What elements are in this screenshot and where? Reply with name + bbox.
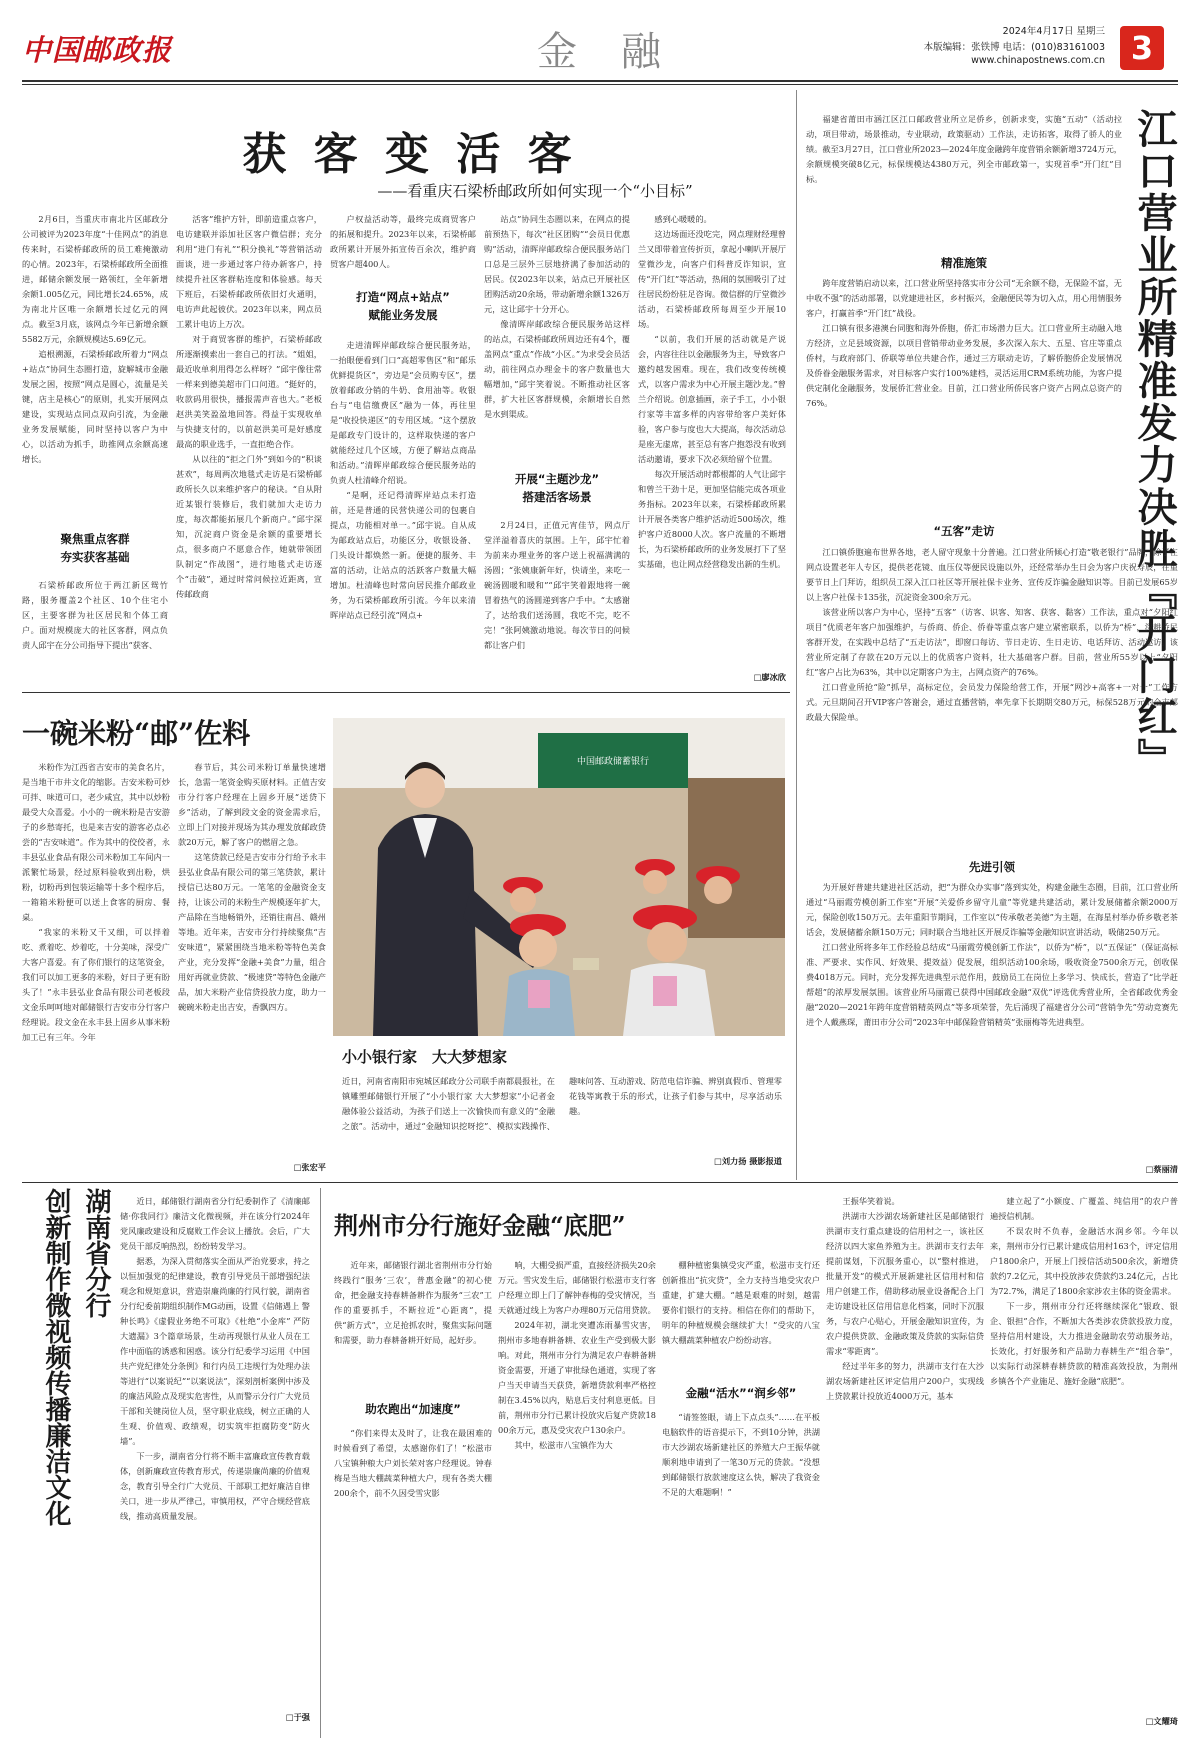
paragraph: 米粉作为江西省吉安市的美食名片，是当地干市井文化的缩影。吉安米粉可炒可拌、味道可口，老少咸宜，其中以炒粉最受大众喜爱。小小的一碗米粉是吉安游子的乡愁寄托，也是来吉安的游客必点必尝的“吉安味道”。作为其中的佼佼者，永丰县弘业食品有限公司米粉加工车间内一派繁忙场景，经过原料验收到出粉，烘粉，切粉再到包装运输等十多个程序后，一箱箱米粉便可以送上食客的厨房、餐桌。: [22, 762, 170, 922]
divider: [22, 692, 790, 693]
masthead-rule: [22, 80, 1178, 82]
paragraph: 从以往的“拒之门外”到如今的“积谈甚欢”，每周两次地毯式走访是石梁桥邮政所长久以来维护客户的秘诀。“自从附近某银行装修后，我们就加大走访力度，每次都能拓展几个新商户。”邱宇深知，沉淀商户资金是余额的重要增长点，很多商户不愿意合作，她就带领团队制定“作战图”，进行地毯式走访逐个“击破”，通过时常问候拉近距离，宣传邮政商: [176, 454, 322, 599]
paragraph: 江口镇侨胞遍布世界各地，老人留守现象十分普遍。江口营业所倾心打造“敬老银行”品牌，除了在网点设置老年人专区，提供老花镜、血压仪等便民设施以外，还经常举办生日会为客户庆祝寿辰，在重要节日上门拜访，组织员工深入江口社区等开展社保卡业务、宣传反诈骗金融知识等。目前已发展65岁以上客户社保卡135张，沉淀资金300余万元。: [806, 547, 1178, 602]
paragraph: 活客”维护方针，即前造重点客户，电访建联并添加社区客户微信群；充分利用“进门有礼”“积分换礼”等营销活动面谈，进一步通过客户待办新客户，持续提升社区客群粘连度和体验感。每天下班后，石梁桥邮政所依旧灯火通明，电访声此起彼伏。2023年以来，网点员工累计电访上万次。: [176, 214, 322, 329]
a1-col4: [484, 212, 630, 464]
page-number-badge: [1120, 26, 1164, 70]
a1-col1b: [22, 578, 168, 685]
paragraph: 福建省莆田市涵江区江口邮政营业所立足侨乡，创新求变，实施“五动”（活动拉动，项目带动，场景推动，专业联动，政策驱动）工作法，走访拓客，取得了骄人的业绩。截至3月27日，江口营业所2023—2024年度金融跨年度营销余额新增3724万元，余额规模突破8亿元，标保规模达4380万元，列全市邮政第一，实现首季“开门红”目标。: [806, 114, 1122, 184]
a1-title: 获 客 变 活 客: [242, 129, 578, 180]
page-number: 3: [1130, 29, 1154, 67]
a2-subhead-1: 精准施策: [941, 256, 987, 270]
a5-col5: [990, 1194, 1178, 1714]
a5-col2: [498, 1258, 656, 1734]
a2-section-1: [806, 276, 1122, 516]
paragraph: 下一步，荆州市分行还将继续深化“银政、银企、银担”合作，不断加大各类涉农贷款投放力度，坚持信用村建设，大力推进金融助农劳动服务站，长效化，打好服务和产品助力春耕生产“组合拳”，以实际行动深耕春耕贷款的精准高效投放，为荆州乡镇各个产业施足、施好金融“底肥”。: [990, 1301, 1178, 1386]
a5-subhead-1: 助农跑出“加速度”: [365, 1402, 461, 1416]
photo-caption: [342, 1074, 782, 1152]
paragraph: 为开展好普建共建进社区活动，把“为群众办实事”落到实处，构建金融生态圈，目前，江口营业所通过“马丽霞劳模创新工作室”开展“关爱侨乡留守儿童”等党建共建活动，累计发展储蓄余额2000万元，保险创收150万元。去年重阳节期间，工作室以“传承敬老美德”为主题，在海星村举办侨乡敬老茶话会，发展储蓄余额150万元；同时联合当地社区开展反诈骗等金融知识宣讲活动，吸储250万元。: [806, 882, 1178, 937]
paragraph: 江口营业所抢“险”抓早，高标定位，会员发力保险给营工作，开展“网沙+高客+一对一”工作方式。元旦期间召开VIP客户答谢会，通过直播营销，率先拿下长期期交80万元，标保528万元的全市邮政最大保险单。: [806, 682, 1178, 722]
paragraph: “你们来得太及时了，让我在最困难的时候看到了希望，太感谢你们了！”松滋市八宝镇种粮大户刘长荣对客户经理说。钟春梅是当地大棚蔬菜种植大户，现有各类大棚200余个，前不久因受雪灾影: [334, 1428, 492, 1498]
divider: [22, 1182, 1178, 1183]
a2-subhead-3: 先进引领: [969, 860, 1015, 874]
masthead-site: www.chinapostnews.com.cn: [971, 55, 1105, 66]
a5-col1b: [334, 1426, 492, 1732]
paragraph: 这笔贷款已经是吉安市分行给予永丰县弘业食品有限公司的第三笔贷款，累计授信已达80万元。一笔笔的金融资金支持，让该公司的米粉生产规模逐年扩大，产品除在当地畅销外，还销往南昌、赣州等地。近年来，吉安市分行持续聚焦“吉安味道”，紧紧围绕当地米粉等特色美食产业，充分发挥“金融+美食”力量，组合用好再就业贷款、“极速贷”等特色金融产品，加大米粉产业信贷投放力度，助力一碗碗米粉走出吉安，香飘四方。: [178, 852, 326, 1012]
a3-title: 一碗米粉“邮”佐料: [22, 717, 251, 750]
a1-col4b: [484, 518, 630, 685]
divider: [320, 1188, 321, 1738]
paragraph: 近日，邮储银行湖南省分行纪委制作了《清廉邮储·你我同行》廉洁文化微视频，并在该分行2024年党风廉政建设和反腐败工作会议上播放。会后，广大党员干部反响热烈，纷纷转发学习。: [120, 1196, 310, 1251]
a5-byline: □文耀琦: [1145, 1716, 1178, 1726]
masthead-date: 2024年4月17日 星期三: [1002, 26, 1105, 37]
paragraph: “我家的米粉又干又细，可以拌着吃、煮着吃、炒着吃，十分美味，深受广大客户喜爱。有了你们银行的这笔资金，我们可以加工更多的米粉，好日子更有盼头了！”永丰县弘业食品有限公司老板段文金乐呵呵地对邮储银行吉安市分行客户经理说。段文金在永丰县上固乡从事米粉加工已有三年。今年: [22, 927, 170, 1042]
a5-col1: [334, 1258, 492, 1398]
section-title: 金 融: [537, 29, 663, 75]
paragraph: 追根溯源，石梁桥邮政所着力“网点+站点”协同生态圈打造，旋解城市金融发展之困，按照“网点是圆心，流量是关键，店主是核心”的原则，扎实开展网点建设，实现站点同点双向引流，为金融业务发展赋能，同时坚持以客户为中心，以活动为抓手，助推网点余额高速增长。: [22, 349, 168, 464]
a2-intro: [806, 112, 1122, 248]
paragraph: 据悉，为深入贯彻落实全面从严治党要求，持之以恒加强党的纪律建设，教育引导党员干部增强纪法观念和规矩意识，营造崇廉尚廉的行风行貌，湖南省分行纪委前期组织制作MG动画，设置《信储遇上 警种长鸣》《虚假业务绝不可取》《杜绝“小金库” 严防大遗漏》3个篇章场景，生动再现银行从业人员在工作中面临的诱惑和困惑。该分行纪委学习运用《中国共产党纪律处分条例》和行内员工违规行为处理办法等进行“以案说纪”“以案说法”，深刻剖析案例中涉及的廉洁风险点及现实危害性，从而警示分行广大党员干部和关键岗位人员，坚守职业底线，树立正确的人生观、价值观、政绩观，切实筑牢拒腐防变“防火墙”。: [120, 1256, 310, 1446]
paragraph: 该营业所以客户为中心，坚持“五客”（访客、识客、知客、获客、黏客）工作法，重点对“夕阳红项目”优质老年客户加强维护，与侨商、侨企、侨眷等重点客户建立紧密联系，以侨为“桥”，深耕侨民客群开发，在实践中总结了“五走访法”，即窗口每访、节日走访、生日走访、电话拜访、活动邀访。该营业所定制了存款在20万元以上的优质客户资料，壮大基础客户群。目前，营业所55岁以上“夕阳红”客户占比为63%，其中以定期客户为主，占网点资产的76%。: [806, 607, 1178, 677]
paragraph: “是啊，还记得清晖岸站点未打造前，还是普通的民营快递公司的包裹自提点，功能相对单一。”邱宇说。自从成为邮政站点后，功能区分，收银设备、门头设计都焕然一新。便捷的服务、丰富的活动，让站点的活跃客户数量大幅增加。杜清峰也时常向居民推介邮政业务，为石梁桥邮政所引流。今年以来清晖岸站点已经引流“网点+: [330, 490, 476, 620]
a4-title: 湖南省分行 创新制作微视频传播廉洁文化: [41, 1188, 111, 1526]
a1-col3: [330, 212, 476, 269]
paragraph: 江口营业所将多年工作经验总结成“马丽霞劳模创新工作法”，以侨为“桥”，以“五保证”（保证高标准、严要求、实作风、好效果、提效益）促发展，组织活动100余场，吸收资金7500余万元，创收保费4018万元。同时，充分发挥先进典型示范作用，鼓励员工在岗位上多学习、快成长，营造了“比学赶帮超”的浓厚发展氛围。该营业所马丽霞已获得中国邮政金融“双优”评选优秀营业所，全省邮政优秀金融“2020—2021年跨年度营销精英网点”等多项荣誉，先后涌现了福建省分公司“营销争先”劳动竞赛先进个人戴燕琛，莆田市分公司“2023年中邮保险营销精英”张丽梅等先进典型。: [806, 942, 1178, 1027]
a2-title: 江口营业所精准发力决胜『开门红』: [1131, 108, 1178, 780]
paragraph: 下一步，湖南省分行将不断丰富廉政宣传教育载体，创新廉政宣传教育形式，传递崇廉尚廉的价值观念，教育引导全行广大党员、干部职工把好廉洁自律关口，进一步从严律己，审慎用权，严守合规经营底线，推动高质量发展。: [120, 1451, 310, 1521]
paragraph: 洪湖市大沙湖农场新建社区是邮储银行洪湖市支行重点建设的信用村之一，该社区经济以四大家鱼养殖为主。洪湖市支行去年提前谋划，下沉服务重心，以“整村推进，批量开发”的模式开展新建社区信用村和信用户创建工作，借助移动展业设备配合上门走访建设社区信用信息化档案，同时下沉服务，与农户心贴心，开展金融知识宣传，为农户提供贷款、金融政策及贷款的实际信贷需求“零距离”。: [826, 1211, 984, 1356]
a3-col2: [178, 760, 326, 1158]
a1-col5: [638, 212, 786, 672]
paragraph: 近年来，邮储银行湖北省荆州市分行始终践行“服务‘三农’，普惠金融”的初心使命，把金融支持春耕备耕作为服务“三农”工作的重要抓手，不断拉近“心距离”，提供“新方式”，立足抢抓农时，聚焦实际问题和需要，助力春耕备耕开好局，起好步。: [334, 1260, 492, 1345]
a2-byline: □蔡丽清: [1145, 1164, 1178, 1174]
photo-banner: 中国邮政储蓄银行: [576, 757, 650, 767]
masthead-editor: 本版编辑：张铁博 电话：(010)83161003: [923, 42, 1105, 53]
a2-section-2: [806, 545, 1178, 855]
masthead-logo: 中国邮政报: [22, 33, 173, 67]
paragraph: 2024年初，湖北突遭冻雨暴雪灾害，荆州市多地春耕备耕、农业生产受到极大影响。对此，荆州市分行为满足农户春耕备耕资金需要，开通了审批绿色通道，实现了客户当天申请当天获贷，新增贷款利率严格控制在3.45%以内，贴息后支付利息更低。目前，荆州市分行已累计投放灾后复产贷款1800余万元，惠及受灾农户130余户。: [498, 1320, 656, 1435]
paragraph: 感到心暖暖的。: [654, 214, 712, 224]
paragraph: 不误农时不负春，金融活水润乡邻。今年以来，荆州市分行已累计建成信用村163个，评定信用户1800余户，开展上门授信活动500余次，新增贷款约7.2亿元，其中投放涉农贷款约3.24亿元，占比为72.7%，满足了1800余家涉农主体的资金需求。: [990, 1226, 1178, 1296]
paragraph: 每次开展活动时都根都的人气让邱宇和曾兰干劲十足，更加坚信能完成各项业务指标。2023年以来，石梁桥邮政所累计开展各类客户维护活动近500场次，维护客户近8000人次。客户流量的不断增长，为石梁桥邮政所的业务发展打下了坚实基础，也让网点经营稳发出新的生机。: [638, 469, 786, 569]
paragraph: 2月24日，正值元宵佳节，网点厅堂洋溢着喜庆的氛围。上午，邱宇忙着为前来办理业务的客户送上祝福满满的汤圆；“张姨康新年好，快请坐，来吃一碗汤圆暖和暖和”“邱宇笑着跟地将一碗冒着热气的汤圆递到客户手中。“太感谢了，达给我们送汤圆，我吃不完，吃不完！”张阿姨激动地说。每次节日的问候都让客户们: [484, 520, 630, 650]
paragraph: 户权益活动等，最终完成商贸客户的拓展和提升。2023年以来，石梁桥邮政所累计开展外拓宣传百余次，维护商贸客户超400人。: [330, 214, 476, 269]
paragraph: 走进清晖岸邮政综合便民服务站，一抬眼便看到门口“高超零售区”和“邮乐优鲜提货区”，旁边是“会员购专区”，摆放着邮政分销的牛奶、食用油等。收银台与“电信缴费区”融为一体，再往里是“收投快递区”的专用区域。“这个摆放是邮政专门设计的，这样取快递的客户就能经过几个区域，方便了解站点商品和活动。”清晖岸邮政综合便民服务站的负责人杜清峰介绍说。: [330, 340, 476, 485]
paragraph: 2月6日，当重庆市南北片区邮政分公司被评为2023年度“十佳网点”的消息传来时，石梁桥邮政所的员工难掩激动的心情。2023年，石梁桥邮政所全面推进，邮储余额发展一路领红，全年新增余额1.005亿元，同比增长24.65%，成为南北片区唯一余额增长过亿元的网点。截至3月底，该网点今年已新增余额5582万元，余额规模达5.69亿元。: [22, 214, 168, 344]
masthead: [0, 0, 1200, 78]
paragraph: 王振华笑着说。: [842, 1196, 900, 1206]
a1-col3b: [330, 338, 476, 685]
paragraph: “以前，我们开展的活动就是产说会，内容往往以金融服务为主，导致客户邀约越发困难。现在，我们改变传统模式，以客户需求为中心开展主题沙龙。”曾兰介绍说。创意插画，亲子手工，小小银行家等丰富多样的内容带给客户美好体验，客户参与度也大大提高，每次活动总是座无虚席，甚至总有客户抱怨没有收到活动邀请，要求下次必须给留个位置。: [638, 334, 786, 464]
a1-col2: [176, 212, 322, 685]
paragraph: 对于商贸客群的维护，石梁桥邮政所逐渐摸索出一套自己的打法。“姐姐，最近收单利用得怎么样呀？”邱宇像往常一样来到德美超市门口问道。“挺好的，收款码用很快，播报需声音也大。”老板赵洪美笑盈盈地回答。得益于实现收单与快捷支付的，以前赵洪美可是好感度最高的职业选手，一直拒绝合作。: [176, 334, 322, 449]
paragraph: 这边场面还没吃完，网点理财经理曾兰又即带着宣传折页，拿起小喇叭开展厅堂微沙龙，向客户们科普反诈知识，宣传“开门红”等活动，热闹的氛围吸引了过往居民纷纷驻足咨询。微信群的厅堂微沙活动，石梁桥邮政所每周至少开展10场。: [638, 229, 786, 329]
paragraph: 经过半年多的努力，洪湖市支行在大沙湖农场新建社区评定信用户200户，实现线上贷款累计投放近4000万元，基本: [826, 1361, 984, 1401]
a1-subtitle: ——看重庆石梁桥邮政所如何实现一个“小目标”: [377, 182, 693, 200]
paragraph: 响，大棚受损严重，直接经济损失20余万元。雪灾发生后，邮储银行松滋市支行客户经理立即上门了解钟春梅的受灾情况，当天就通过线上为客户办理80万元信用贷款。: [498, 1260, 656, 1315]
paragraph: “请签签眼，请上下点点头”……在平板电脑软件的语音提示下，不到10分钟，洪湖市大沙湖农场新建社区的养殖大户王振华就顺利地申请到了一笔30万元的贷款。“没想到邮储银行放款速度这么快，解决了我资金不足的大难题啊！”: [662, 1412, 820, 1497]
paragraph: 站点”协同生态圈以来，在网点的提前预热下，每次“社区团购”“会员日优惠购”活动，清晖岸邮政综合便民服务站门口总是三层外三层地挤满了参加活动的居民。仅2023年以来，站点已开展社区团购活动20余场，带动新增余额1326万元，这让邱宇十分开心。: [484, 214, 630, 314]
paragraph: 棚种植密集镇受灾严重，松滋市支行还创新推出“抗灾贷”，全力支持当地受灾农户重建，扩建大棚。“越是艰难的时刻，越需要你们银行的支持。相信在你们的帮助下，明年的种植规模会继续扩大！”受灾的八宝镇大棚蔬菜种植农户纷纷动容。: [662, 1260, 820, 1345]
photo-illustration: [333, 718, 785, 1036]
a5-title: 荆州市分行施好金融“底肥”: [334, 1211, 626, 1240]
divider: [796, 90, 797, 1180]
news-photo: [333, 718, 785, 1036]
a4-byline: □于强: [285, 1712, 310, 1722]
a2-subhead-2: “五客”走访: [933, 524, 995, 538]
a5-subhead-2: 金融“活水”“润乡邻”: [685, 1386, 797, 1400]
paragraph: 江口镇有很多港澳台同胞和海外侨胞，侨汇市场潜力巨大。江口营业所主动融入地方经济，立足县域资源，以项目营销带动业务发展，多次深入东大、五星、官庄等重点侨村，与政府部门、侨联等单位共建合作，通过三方联动走访，了解侨胞侨企发展情况及侨眷金融服务需求，对目标客户实行100%建档，灵活运用CRM系统功能，为客户提供定制化金融服务，发展侨汇营业金。目前，江口营业所侨民客户资产占网点总资产的76%。: [806, 323, 1122, 408]
paragraph: 跨年度营销启动以来，江口营业所坚持落实市分公司“无余额不稳，无保险不富，无中收不强”的活动部署，以党建进社区，乡村振兴，金融便民等为切入点，用心用情服务客户，打赢首季“开门红”战役。: [806, 278, 1122, 318]
masthead-rule-thin: [22, 84, 1178, 85]
photo-byline: □刘力扬 摄影报道: [714, 1156, 782, 1166]
paragraph: 春节后，其公司米粉订单量快速增长，急需一笔资金购买原材料。正值吉安市分行客户经理在上固乡开展“送贷下乡”活动，了解到段文金的资金需求后，立即上门对接并现场为其办理发放邮政贷款20万元，解了客户的燃眉之急。: [178, 762, 326, 847]
photo-caption-text: 近日，河南省南阳市宛城区邮政分公司联手南都晨报社，在镇雕塑邮储银行开展了“小小银行家 大大梦想家”小记者金融体验公益活动，为孩子们送上一次愉快而有意义的“金融之旅”。活动中，通过“金融知识挖呀挖”、模拟实践操作、趣味问答、互动游戏、防范电信诈骗、辨别真假币、管理零花钱等寓教于乐的形式，让孩子们参与其中，尽享活动乐趣。: [342, 1076, 782, 1131]
a1-subhead-1: 聚焦重点客群 夯实获客基础: [60, 532, 130, 564]
a5-col4: [826, 1194, 984, 1734]
a3-col1: [22, 760, 170, 1180]
a5-col3b: [662, 1410, 820, 1734]
a1-subhead-2: 打造“网点+站点” 赋能业务发展: [356, 290, 450, 322]
paragraph: 建立起了“小额度、广覆盖、纯信用”的农户普遍授信机制。: [990, 1196, 1178, 1221]
a4-body: [120, 1194, 310, 1706]
a2-section-3: [806, 880, 1178, 1164]
paragraph: 石梁桥邮政所位于两江新区鸳竹路，服务覆盖2个社区、10个住宅小区，主要客群为社区居民和个体工商户。面对规模庞大的社区客群，网点负责人邱宇在分公司指导下提出“获客、: [22, 580, 168, 650]
a3-byline: □张宏平: [293, 1162, 326, 1172]
a1-byline: □廖冰欣: [753, 672, 786, 682]
a1-col1: [22, 212, 168, 527]
photo-title: 小小银行家 大大梦想家: [342, 1048, 508, 1066]
paragraph: 其中，松滋市八宝镇作为大: [514, 1440, 613, 1450]
a5-col3: [662, 1258, 820, 1380]
a1-subhead-3: 开展“主题沙龙” 搭建活客场景: [514, 472, 600, 504]
paragraph: 像清晖岸邮政综合便民服务站这样的站点，石梁桥邮政所周边还有4个，覆盖网点“重点”作战“小区。”为求受会员活动，前往网点办理金卡的客户数量也大幅增加，”邱宇笑着说。不断推动社区客群，扩大社区客群规模，余额增长自然是水到渠成。: [484, 319, 630, 419]
